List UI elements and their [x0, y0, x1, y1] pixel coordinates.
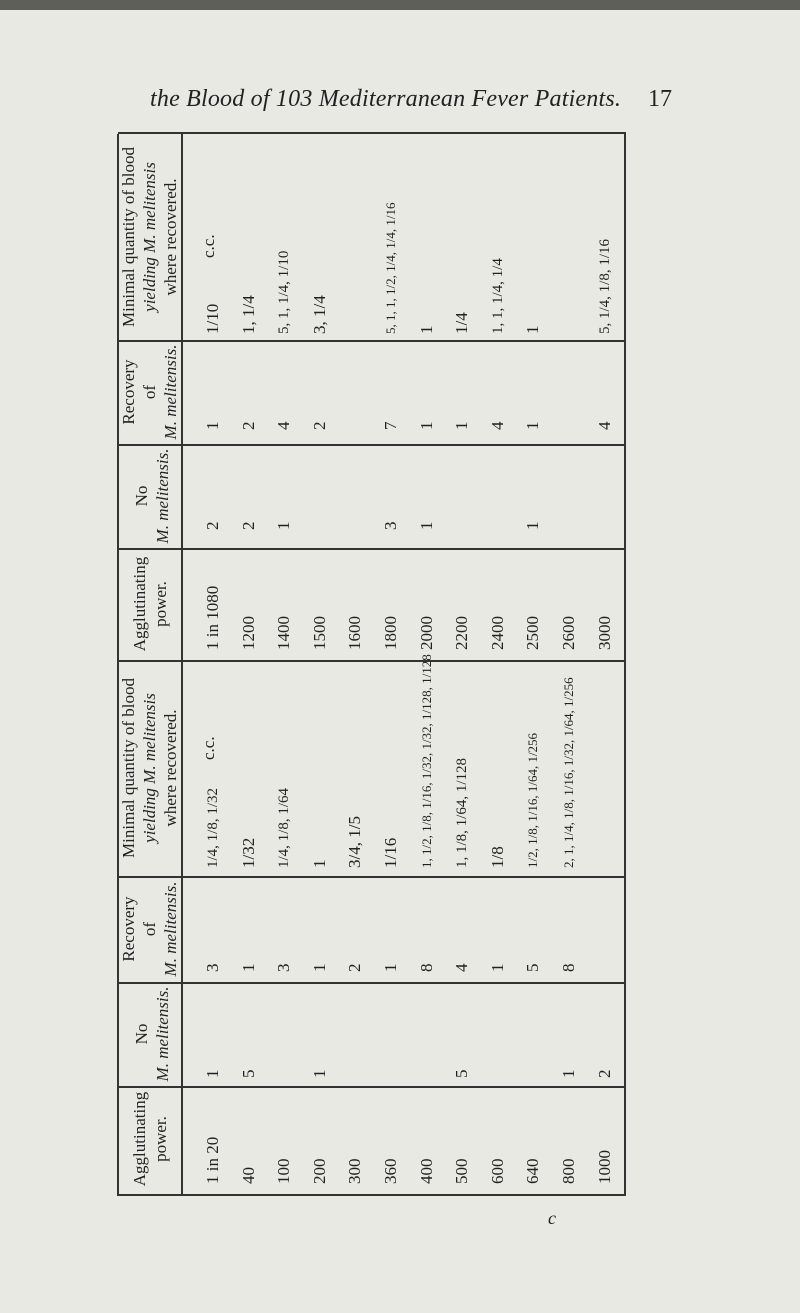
header-line: Agglutinating: [130, 556, 149, 652]
agglutinating-power-cell: 2400: [487, 616, 507, 650]
agglutinating-power-cell: 1000: [594, 1150, 614, 1184]
recovery-cell: 3: [203, 963, 222, 972]
minimal-quantity-cell: 1, 1/8, 1/64, 1/128: [454, 757, 471, 868]
header-line: No: [132, 485, 151, 507]
agglutinating-power-cell: 500: [452, 1158, 472, 1184]
minimal-quantity-cell: 1, 1/2, 1/8, 1/16, 1/32, 1/32, 1/128, 1/128: [418, 654, 434, 868]
header-line: where recovered.: [160, 709, 180, 827]
agglutinating-power-cell: 1500: [309, 616, 329, 650]
upper-header-agglutinating: [128, 550, 172, 658]
page-number: 17: [648, 86, 672, 112]
recovery-cell: 7: [381, 421, 400, 430]
recovery-cell: 8: [416, 963, 436, 972]
header-line: Agglutinating: [130, 1091, 149, 1187]
minimal-quantity-cell: 1/10: [203, 303, 222, 334]
lower-sep-3: [117, 1086, 626, 1088]
recovery-cell: 4: [452, 963, 472, 972]
minimal-quantity-cell: 1/16: [381, 837, 400, 868]
no-melitensis-cell: 2: [594, 1069, 614, 1078]
agglutinating-power-cell: 300: [345, 1158, 365, 1184]
minimal-quantity-cell: 3/4, 1/5: [345, 816, 365, 868]
header-line: M. melitensis.: [153, 986, 172, 1082]
header-line: M. melitensis.: [160, 881, 180, 977]
recovery-cell: 1: [523, 421, 543, 430]
header-line: Minimal quantity of blood: [118, 678, 138, 858]
agglutinating-power-cell: 640: [523, 1158, 543, 1184]
recovery-cell: 1: [381, 963, 400, 972]
agglutinating-power-cell: 1 in 1080: [203, 585, 222, 650]
agglutinating-power-cell: 360: [381, 1158, 400, 1184]
recovery-cell: 2: [309, 421, 329, 430]
minimal-quantity-cell: 5, 1/4, 1/8, 1/16: [596, 238, 613, 334]
header-line: yielding M. melitensis: [139, 693, 159, 843]
no-melitensis-cell: 1: [523, 521, 543, 530]
agglutinating-power-cell: 400: [416, 1158, 436, 1184]
recovery-cell: 2: [238, 421, 258, 430]
recovery-cell: 2: [345, 963, 365, 972]
agglutinating-power-cell: 40: [238, 1167, 258, 1184]
no-melitensis-cell: 2: [238, 521, 258, 530]
minimal-quantity-cell: 1: [416, 325, 436, 334]
signature-mark: c: [548, 1208, 556, 1228]
table-left-border: [181, 134, 183, 1196]
lower-header-no: [130, 984, 174, 1084]
upper-header-recovery: [118, 342, 180, 442]
no-melitensis-cell: 2: [203, 521, 222, 530]
header-line: Recovery: [118, 359, 138, 425]
minimal-quantity-cell: 1/4, 1/8, 1/64: [276, 787, 293, 868]
header-line: Minimal quantity of blood: [118, 147, 138, 327]
header-line: power.: [151, 581, 170, 627]
table-right-border: [624, 134, 626, 1196]
no-melitensis-cell: 5: [238, 1069, 258, 1078]
agglutinating-power-cell: 2200: [452, 616, 472, 650]
lower-header-recovery: [118, 878, 180, 980]
upper-header-minimal: [118, 136, 180, 338]
recovery-cell: 1: [416, 421, 436, 430]
recovery-cell: 1: [309, 963, 329, 972]
agglutinating-power-cell: 2600: [559, 616, 578, 650]
lower-header-minimal: [118, 662, 180, 874]
no-melitensis-cell: 1: [416, 521, 436, 530]
minimal-quantity-cell: 1: [309, 859, 329, 868]
recovery-cell: 1: [203, 421, 222, 430]
recovery-cell: 1: [238, 963, 258, 972]
no-melitensis-cell: 1: [309, 1069, 329, 1078]
header-line: No: [132, 1023, 151, 1045]
recovery-cell: 1: [487, 963, 507, 972]
lower-sep-1: [117, 876, 626, 878]
minimal-quantity-cell: 1/2, 1/8, 1/16, 1/64, 1/256: [525, 732, 541, 868]
agglutinating-power-cell: 100: [274, 1158, 294, 1184]
lower-header-agglutinating: [128, 1086, 172, 1192]
minimal-quantity-cell: 5, 1, 1, 1/2, 1/4, 1/4, 1/16: [383, 202, 398, 334]
agglutinating-power-cell: 1 in 20: [203, 1136, 222, 1184]
no-melitensis-cell: 5: [452, 1069, 472, 1078]
header-line: of: [139, 921, 159, 937]
agglutinating-power-cell: 2000: [416, 616, 436, 650]
agglutinating-power-cell: 200: [309, 1158, 329, 1184]
lower-sep-2: [117, 982, 626, 984]
upper-sep-2: [117, 444, 626, 446]
header-line: M. melitensis.: [160, 344, 180, 440]
minimal-quantity-cell: 3, 1/4: [309, 295, 329, 334]
minimal-quantity-cell: 1: [523, 325, 543, 334]
minimal-quantity-cell: 1, 1/4: [238, 295, 258, 334]
no-melitensis-cell: 1: [203, 1069, 222, 1078]
upper-sep-1: [117, 340, 626, 342]
agglutinating-power-cell: 3000: [594, 616, 614, 650]
header-line: of: [139, 384, 159, 400]
agglutinating-power-cell: 1800: [381, 616, 400, 650]
upper-unit-label: c.c.: [199, 234, 218, 258]
upper-header-no: [130, 446, 174, 546]
agglutinating-power-cell: 2500: [523, 616, 543, 650]
header-line: where recovered.: [160, 178, 180, 296]
page-edge-band: [0, 0, 800, 10]
agglutinating-power-cell: 1200: [238, 616, 258, 650]
recovery-cell: 5: [523, 963, 543, 972]
upper-sep-3: [117, 548, 626, 550]
table-bottom: [117, 1194, 626, 1196]
minimal-quantity-cell: 1/4: [452, 312, 472, 334]
recovery-cell: 8: [559, 963, 578, 972]
recovery-cell: 4: [487, 421, 507, 430]
running-title: the Blood of 103 Mediterranean Fever Patients.: [150, 86, 622, 112]
agglutinating-power-cell: 600: [487, 1158, 507, 1184]
minimal-quantity-cell: 1/4, 1/8, 1/32: [205, 787, 221, 868]
agglutinating-power-cell: 1400: [274, 616, 294, 650]
header-line: power.: [151, 1116, 170, 1162]
minimal-quantity-cell: 1/8: [487, 846, 507, 868]
no-melitensis-cell: 1: [274, 521, 294, 530]
no-melitensis-cell: 3: [381, 521, 400, 530]
recovery-cell: 3: [274, 963, 294, 972]
minimal-quantity-cell: 5, 1, 1/4, 1/10: [276, 250, 293, 334]
header-line: Recovery: [118, 896, 138, 962]
header-line: yielding M. melitensis: [139, 162, 159, 312]
minimal-quantity-cell: 1, 1, 1/4, 1/4: [489, 258, 506, 334]
recovery-cell: 4: [594, 421, 614, 430]
agglutinating-power-cell: 1600: [345, 616, 365, 650]
top-rule: [118, 132, 626, 134]
no-melitensis-cell: 1: [559, 1069, 578, 1078]
section-sep: [117, 660, 626, 662]
agglutinating-power-cell: 800: [559, 1158, 578, 1184]
minimal-quantity-cell: 2, 1, 1/4, 1/8, 1/16, 1/32, 1/64, 1/256: [561, 677, 576, 868]
running-header: [150, 86, 750, 116]
header-line: M. melitensis.: [153, 448, 172, 544]
recovery-cell: 1: [452, 421, 472, 430]
lower-unit-label: c.c.: [199, 736, 218, 760]
recovery-cell: 4: [274, 421, 294, 430]
minimal-quantity-cell: 1/32: [238, 837, 258, 868]
